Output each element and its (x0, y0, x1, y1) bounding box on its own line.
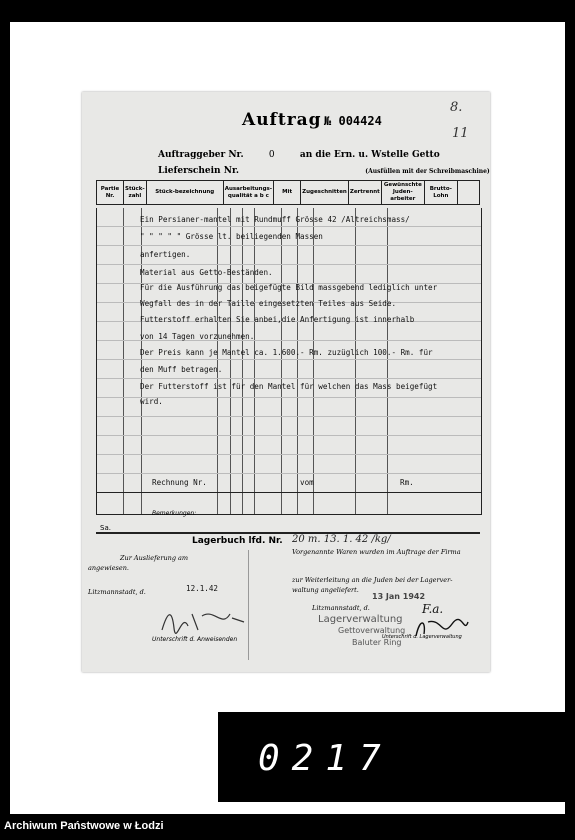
signature-mark: F.a. (422, 602, 444, 616)
col-mit: Mit (274, 181, 301, 205)
lagerbuch-value: 20 m. 13. 1. 42 /kg/ (292, 534, 391, 545)
form-title: Auftrag (242, 110, 322, 130)
rechnung-label: Rechnung Nr. (152, 478, 207, 487)
signature-caption-right: Unterschrift d. Lagerverwaltung (382, 634, 462, 640)
typed-line: Material aus Getto-Beständen. (140, 268, 273, 277)
typed-line: Wegfall des in der Taille eingesetzten Teiles aus Seide. (140, 299, 397, 308)
frame-number: 0217 (258, 738, 393, 779)
typed-line: wird. (140, 397, 163, 406)
divider (248, 550, 249, 660)
col-zugeschnitten: Zugeschnitten (301, 181, 349, 205)
lagerbuch-label: Lagerbuch lfd. Nr. (192, 536, 283, 546)
typed-line: den Muff betragen. (140, 365, 223, 374)
typed-line: Ein Persianer-mantel mit Rundmuff Grösse 42 /Altreichsmass/ (140, 215, 410, 224)
archive-label: Archiwum Państwowe w Łodzi (4, 820, 164, 832)
col-bezeichnung: Stück-bezeichnung (146, 181, 223, 205)
typed-line: von 14 Tagen vorzunehmen. (140, 332, 255, 341)
place-label: Litzmannstadt, d. (88, 588, 146, 596)
typed-line: anfertigen. (140, 250, 191, 259)
typed-line: Der Preis kann je Mantel ca. 1.600.- Rm. zuzüglich 100.- Rm. für (140, 348, 433, 357)
date-left: 12.1.42 (186, 584, 219, 593)
typed-line: Der Futterstoff ist für den Mantel für welchen das Mass beigefügt (140, 382, 438, 391)
order-form (82, 92, 490, 672)
order-table-header (96, 180, 480, 205)
col-qualitaet: Ausarbeitungs-qualität a b c (223, 181, 273, 205)
auftraggeber-line: Auftraggeber Nr. 0 an die Ern. u. Wstelle Getto (158, 150, 440, 160)
col-judenarbeiter: Gewünschte Juden-arbeiter (381, 181, 424, 205)
angeliefert-line: waltung angeliefert. (292, 586, 359, 594)
col-partie: Partie Nr. (97, 181, 124, 205)
sa-label: Sa. (100, 524, 111, 532)
rechnung-rm: Rm. (400, 478, 414, 487)
weiterleitung-line: zur Weiterleitung an die Juden bei der Lagerver- (292, 576, 453, 584)
col-bruttolohn: Brutto-Lohn (424, 181, 457, 205)
col-rest (457, 181, 479, 205)
auslieferung-line: Zur Auslieferung am (120, 554, 189, 562)
stamp-line: Baluter Ring (352, 638, 402, 647)
rechnung-vom: vom (300, 478, 314, 487)
lieferschein-line: Lieferschein Nr. (Ausfüllen mit der Schreibmaschine) (158, 166, 490, 176)
handwritten-signature-left (158, 608, 248, 634)
signature-caption-left: Unterschrift d. Anweisenden (152, 636, 238, 643)
typed-line: Für die Ausführung das beigefügte Bild massgebend lediglich unter (140, 283, 438, 292)
waren-line: Vorgenannte Waren wurden im Auftrage der Firma (292, 548, 461, 556)
stamp-line: Gettoverwaltung (338, 626, 406, 635)
form-number: № 004424 (324, 114, 382, 128)
divider (96, 532, 480, 534)
bemerkungen-label: Bemerkungen: (152, 510, 197, 517)
angewiesen-label: angewiesen. (88, 564, 129, 572)
place-label: Litzmannstadt, d. (312, 604, 370, 612)
pencil-mark: 8. (450, 100, 463, 115)
col-zertrennt: Zertrennt (348, 181, 381, 205)
col-stueckzahl: Stück-zahl (124, 181, 147, 205)
pencil-mark: 11 (452, 126, 469, 141)
date-stamp: 13 Jan 1942 (372, 592, 426, 601)
typed-line: " " " " " Grösse lt. beiliegenden Massen (140, 232, 323, 241)
typed-line: Futterstoff erhalten Sie anbei,die Anfertigung ist innerhalb (140, 315, 415, 324)
stamp-line: Lagerverwaltung (318, 614, 403, 625)
